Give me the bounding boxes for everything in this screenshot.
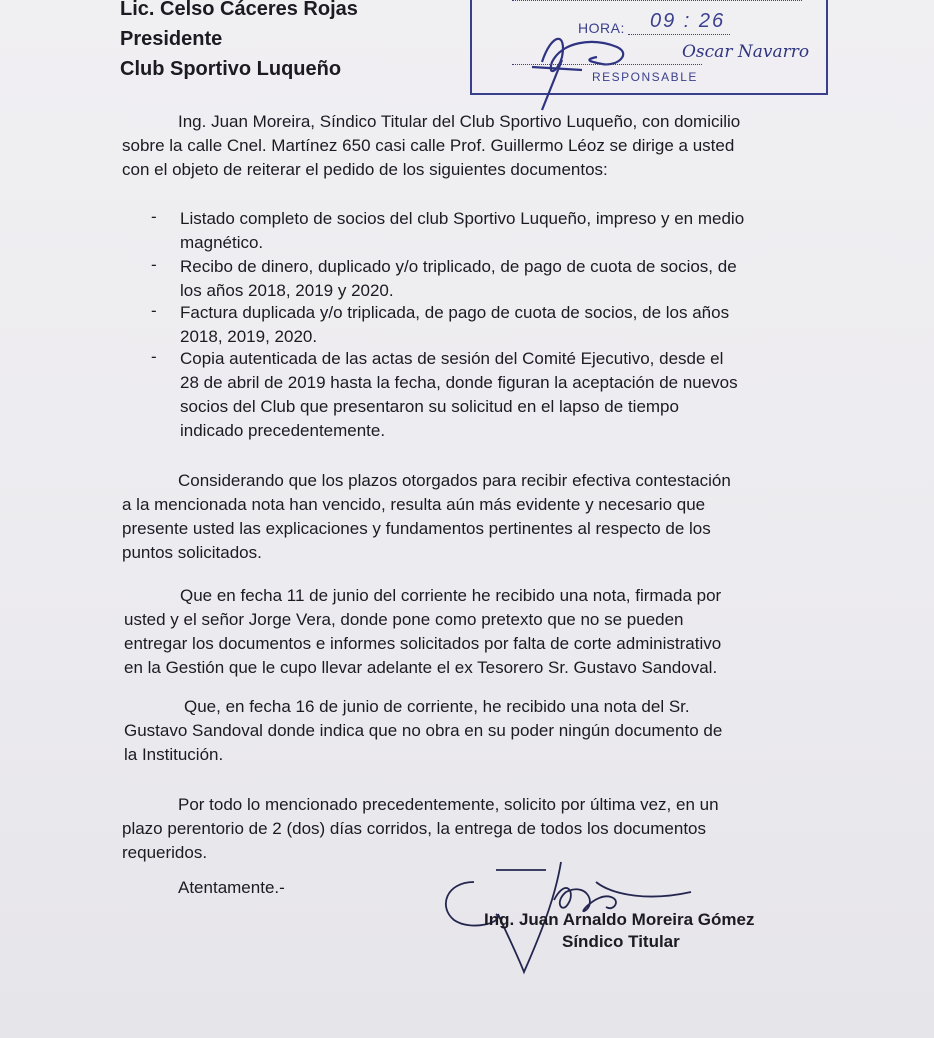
body-paragraph — [124, 695, 722, 767]
list-item — [180, 255, 737, 303]
stamp-responsable-label: RESPONSABLE — [592, 70, 698, 84]
text-line: usted y el señor Jorge Vera, donde pone como pretexto que no se pueden — [124, 610, 684, 629]
closing-salutation: Atentamente.- — [178, 878, 285, 897]
body-paragraph — [124, 584, 721, 680]
text-line: Copia autenticada de las actas de sesión del Comité Ejecutivo, desde el — [180, 349, 724, 368]
text-line: sobre la calle Cnel. Martínez 650 casi calle Prof. Guillermo Léoz se dirige a usted — [122, 136, 735, 155]
stamp-signer-name: Oscar Navarro — [682, 42, 810, 62]
text-line: indicado precedentemente. — [180, 421, 386, 440]
text-line: Que en fecha 11 de junio del corriente he recibido una nota, firmada por — [180, 586, 722, 605]
text-line: Listado completo de socios del club Sportivo Luqueño, impreso y en medio — [180, 209, 745, 228]
reception-stamp — [470, 0, 828, 95]
recipient-name: Lic. Celso Cáceres Rojas — [120, 0, 358, 20]
text-line: entregar los documentos e informes solicitados por falta de corte administrativo — [124, 634, 722, 653]
text-line: los años 2018, 2019 y 2020. — [180, 281, 394, 300]
bullet-dash: - — [151, 347, 157, 366]
text-line: Considerando que los plazos otorgados para recibir efectiva contestación — [178, 471, 731, 490]
text-line: en la Gestión que le cupo llevar adelante el ex Tesorero Sr. Gustavo Sandoval. — [124, 658, 718, 677]
text-line: Ing. Juan Moreira, Síndico Titular del Club Sportivo Luqueño, con domicilio — [178, 112, 741, 131]
text-line: Factura duplicada y/o triplicada, de pago de cuota de socios, de los años — [180, 303, 730, 322]
recipient-role: Presidente — [120, 28, 223, 50]
bullet-dash: - — [151, 207, 157, 226]
bullet-dash: - — [151, 255, 157, 274]
list-item — [180, 207, 744, 255]
signatory-title: Síndico Titular — [562, 932, 680, 951]
text-line: presente usted las explicaciones y fundamentos pertinentes al respecto de los — [122, 519, 711, 538]
text-line: requeridos. — [122, 843, 208, 862]
text-line: 28 de abril de 2019 hasta la fecha, donde figuran la aceptación de nuevos — [180, 373, 738, 392]
bullet-dash: - — [151, 301, 157, 320]
recipient-block — [120, 0, 358, 84]
intro-paragraph — [122, 110, 740, 182]
text-line: plazo perentorio de 2 (dos) días corridos, la entrega de todos los documentos — [122, 819, 707, 838]
signatory-name: Ing. Juan Arnaldo Moreira Gómez — [484, 910, 755, 929]
text-line: puntos solicitados. — [122, 543, 262, 562]
body-paragraph — [122, 469, 731, 565]
text-line: Que, en fecha 16 de junio de corriente, he recibido una nota del Sr. — [184, 697, 690, 716]
list-item — [180, 301, 729, 349]
text-line: Gustavo Sandoval donde indica que no obra en su poder ningún documento de — [124, 721, 723, 740]
stamp-hora-label: HORA: — [578, 20, 625, 36]
text-line: magnético. — [180, 233, 264, 252]
list-item — [180, 347, 738, 443]
stamp-dotted-line — [512, 64, 702, 65]
text-line: la Institución. — [124, 745, 224, 764]
text-line: socios del Club que presentaron su solicitud en el lapso de tiempo — [180, 397, 679, 416]
stamp-hora-value: 09 : 26 — [650, 10, 726, 32]
text-line: Por todo lo mencionado precedentemente, solicito por última vez, en un — [178, 795, 719, 814]
stamp-signature-icon — [522, 22, 672, 112]
text-line: a la mencionada nota han vencido, resulta aún más evidente y necesario que — [122, 495, 706, 514]
recipient-organization: Club Sportivo Luqueño — [120, 58, 342, 80]
stamp-dotted-line — [512, 0, 802, 1]
text-line: con el objeto de reiterar el pedido de los siguientes documentos: — [122, 160, 608, 179]
text-line: 2018, 2019, 2020. — [180, 327, 318, 346]
text-line: Recibo de dinero, duplicado y/o triplicado, de pago de cuota de socios, de — [180, 257, 737, 276]
